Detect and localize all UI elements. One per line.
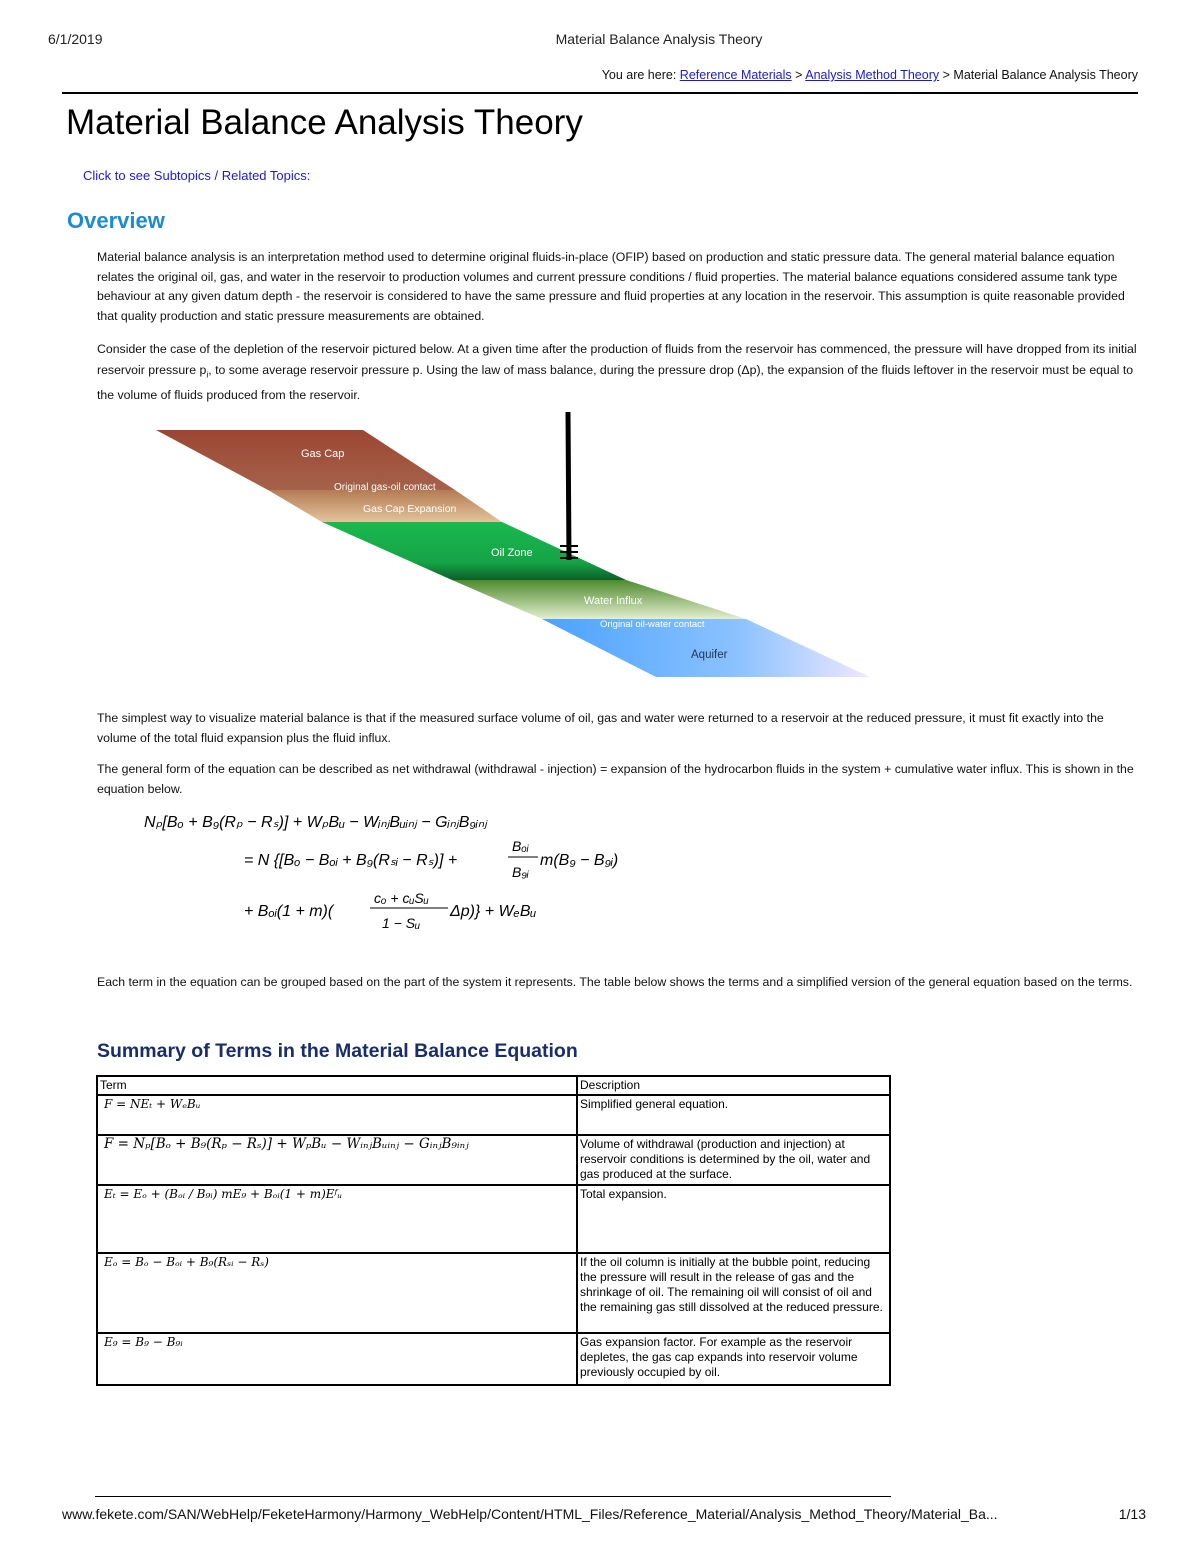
- page-title: Material Balance Analysis Theory: [66, 103, 583, 142]
- description-cell: Volume of withdrawal (production and injection) at reservoir conditions is determined by the oil, water and gas produced at the surface.: [577, 1135, 890, 1185]
- equation-line-1: Nₚ[Bₒ + B₉(Rₚ − Rₛ)] + WₚBᵤ − WᵢₙⱼBᵤᵢₙⱼ − GᵢₙⱼB₉ᵢₙⱼ: [144, 814, 487, 831]
- equation-line-3b: Δp)} + WₑBᵤ: [450, 903, 537, 920]
- label-oil-zone: Oil Zone: [491, 547, 533, 559]
- table-row: [97, 1333, 890, 1385]
- label-gas-cap-expansion: Gas Cap Expansion: [363, 503, 457, 515]
- summary-table: [96, 1075, 891, 1386]
- term-cell: F = NEₜ + WₑBᵤ: [97, 1095, 577, 1135]
- term-cell: F = Nₚ[Bₒ + B₉(Rₚ − Rₛ)] + WₚBᵤ − WᵢₙⱼBᵤᵢₙⱼ − GᵢₙⱼB₉ᵢₙⱼ: [97, 1135, 577, 1185]
- label-gas-oil-contact: Original gas-oil contact: [334, 482, 436, 493]
- label-aquifer: Aquifer: [691, 649, 728, 661]
- term-cell: Eₒ = Bₒ − Bₒᵢ + B₉(Rₛᵢ − Rₛ): [97, 1253, 577, 1333]
- table-row: [97, 1135, 890, 1185]
- breadcrumb-separator: >: [795, 68, 803, 82]
- page-number: 1/13: [1118, 1506, 1146, 1522]
- overview-heading: Overview: [67, 208, 165, 233]
- table-row: [97, 1095, 890, 1135]
- equation-line-2a: = N {[Bₒ − Bₒᵢ + B₉(Rₛᵢ − Rₛ)] +: [244, 852, 458, 869]
- breadcrumb-prefix: You are here:: [601, 68, 677, 82]
- equation-line-2b: m(B₉ − B₉ᵢ): [540, 852, 619, 869]
- equation-line-3-denominator: 1 − Sᵤ: [382, 915, 421, 931]
- reservoir-diagram: [150, 410, 880, 685]
- term-cell: E₉ = B₉ − B₉ᵢ: [97, 1333, 577, 1385]
- wellbore: [568, 412, 569, 560]
- breadcrumb-link-reference-materials[interactable]: Reference Materials: [679, 68, 792, 82]
- material-balance-equation: [130, 803, 690, 953]
- breadcrumb-current: Material Balance Analysis Theory: [953, 68, 1138, 82]
- footer-divider: [95, 1496, 891, 1497]
- header-divider: [62, 92, 1138, 94]
- table-row: [97, 1185, 890, 1253]
- equation-line-3a: + Bₒᵢ(1 + m)(: [244, 903, 334, 920]
- description-cell: If the oil column is initially at the bubble point, reducing the pressure will result in the release of gas and the shrinkage of oil. The remaining oil will consist of oil and the remaining gas still dissolved at the reduced pressure.: [577, 1253, 890, 1333]
- overview-paragraph-3: The simplest way to visualize material balance is that if the measured surface volume of oil, gas and water were returned to a reservoir at the reduced pressure, it must fit exactly into the volume of the total fluid expansion plus the fluid influx.: [97, 711, 1104, 745]
- breadcrumb: [602, 68, 1138, 82]
- term-cell: Eₜ = Eₒ + (Bₒᵢ / B₉ᵢ) mE₉ + Bₒᵢ(1 + m)Eᶠᵤ: [97, 1185, 577, 1253]
- overview-paragraph-5: Each term in the equation can be grouped based on the part of the system it represents. The table below shows the terms and a simplified version of the general equation based on the terms.: [97, 975, 1133, 989]
- equation-line-3-numerator: cₒ + cᵤSᵤ: [374, 890, 429, 906]
- overview-paragraph-1: Material balance analysis is an interpretation method used to determine original fluids-in-place (OFIP) based on production and static pressure data. The general material balance equation relates the original oil, gas, and water in the reservoir to production volumes and current pressure conditions / fluid properties. The material balance equations considered assume tank type behaviour at any given datum depth - the reservoir is considered to have the same pressure and fluid properties at any location in the reservoir. This assumption is quite reasonable provided that quality production and static pressure measurements are obtained.: [97, 250, 1125, 323]
- overview-paragraph-2: Consider the case of the depletion of the reservoir pictured below. At a given time after the production of fluids from the reservoir has commenced, the pressure will have dropped from its initial reservoir pressure $p_i$, to some average reservoir pressure p. Using the law of mass balance, during the pressure drop (Δp), the expansion of the fluids leftover in the reservoir must be equal to the volume of fluids produced from the reservoir.: [97, 342, 1137, 403]
- description-cell: Gas expansion factor. For example as the reservoir depletes, the gas cap expands into reservoir volume previously occupied by oil.: [577, 1333, 890, 1385]
- print-date: 6/1/2019: [48, 31, 103, 47]
- description-cell: Total expansion.: [577, 1185, 890, 1253]
- footer-url: www.fekete.com/SAN/WebHelp/FeketeHarmony/Harmony_WebHelp/Content/HTML_Files/Reference_Material/Analysis_Method_Theory/Material_Ba...: [62, 1506, 998, 1522]
- label-oil-water-contact: Original oil-water contact: [600, 619, 705, 630]
- label-gas-cap: Gas Cap: [301, 448, 345, 460]
- print-title: Material Balance Analysis Theory: [555, 31, 763, 47]
- breadcrumb-separator: >: [942, 68, 950, 82]
- overview-paragraph-4: The general form of the equation can be described as net withdrawal (withdrawal - injection) = expansion of the hydrocarbon fluids in the system + cumulative water influx. This is shown in the equation below.: [97, 762, 1134, 796]
- subtopics-link[interactable]: Click to see Subtopics / Related Topics:: [83, 168, 311, 183]
- column-header-term: Term: [97, 1076, 577, 1095]
- table-row: [97, 1253, 890, 1333]
- equation-line-2-numerator: Bₒᵢ: [512, 838, 529, 854]
- table-header-row: [97, 1076, 890, 1095]
- summary-heading: Summary of Terms in the Material Balance Equation: [97, 1040, 578, 1062]
- column-header-description: Description: [577, 1076, 890, 1095]
- oil-zone-region: [322, 522, 626, 580]
- equation-line-2-denominator: B₉ᵢ: [512, 864, 529, 880]
- label-water-influx: Water Influx: [584, 595, 643, 607]
- description-cell: Simplified general equation.: [577, 1095, 890, 1135]
- gas-cap-region: [156, 430, 455, 490]
- aquifer-region: [542, 619, 870, 677]
- breadcrumb-link-analysis-method-theory[interactable]: Analysis Method Theory: [805, 68, 940, 82]
